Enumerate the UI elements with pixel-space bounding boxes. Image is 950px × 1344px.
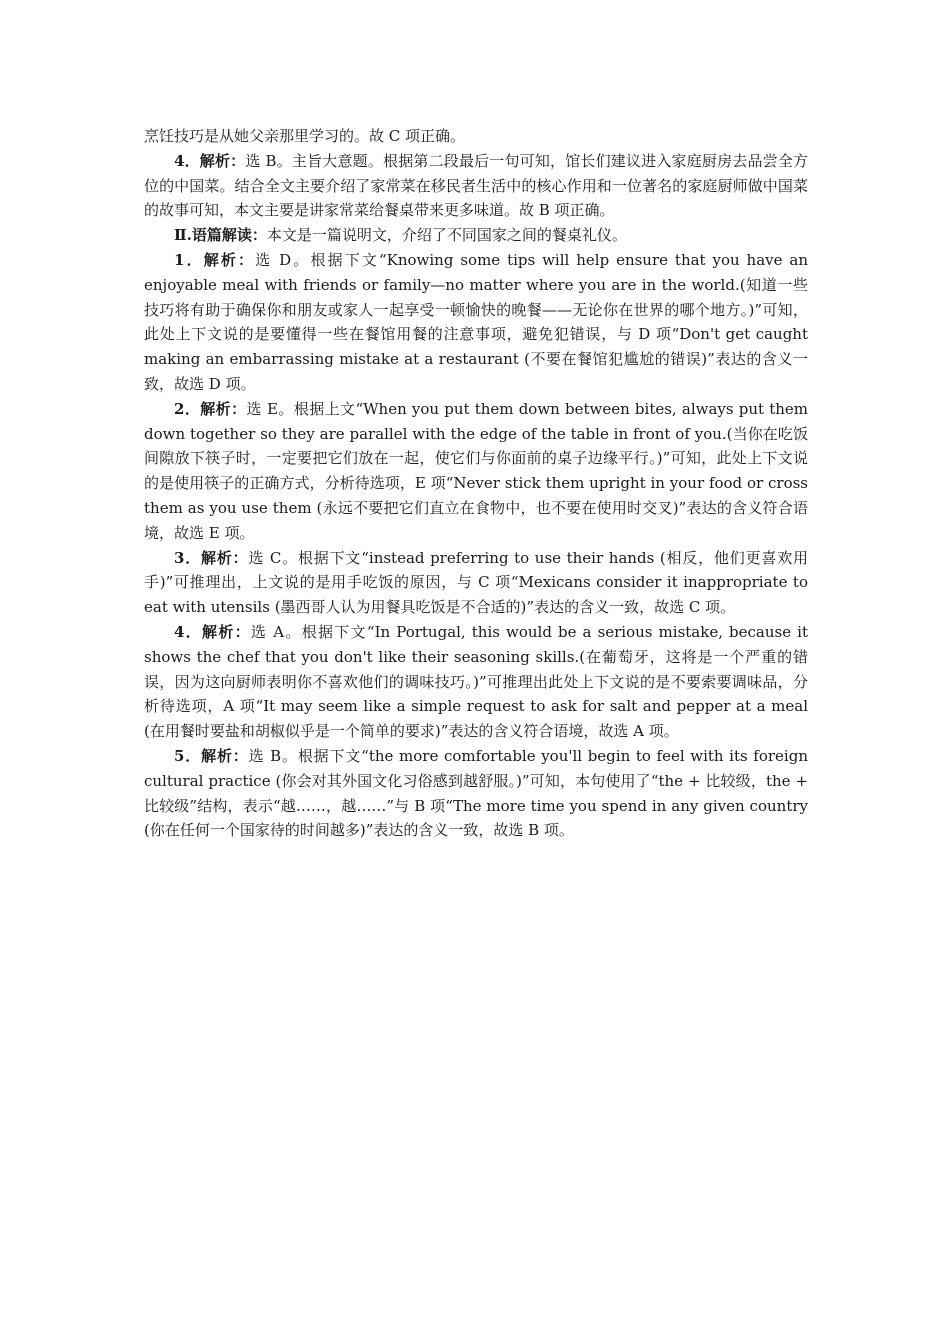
paragraph-label: 1．解析： [174, 250, 256, 269]
paragraph-text: 选 B。主旨大意题。根据第二段最后一句可知，馆长们建议进入家庭厨房去品尝全方位的中国菜。结合全文主要介绍了家常菜在移民者生活中的核心作用和一位著名的家庭厨师做中国菜的故事可知，本文主要是讲家常菜给餐桌带来更多味道。故 B 项正确。 [144, 151, 809, 220]
paragraph-text: 选 B。根据下文“the more comfortable you'll begin to feel with its foreign cultural practice (你会对其外国文化习俗感到越舒服。)”可知，本句使用了“the + 比较级，the + 比较级”结构，表示“越……，越……”与 B 项“The more time you spend in any given country (你在任何一个国家待的时间越多)”表达的含义一致，故选 B 项。 [144, 746, 808, 840]
paragraph-q4 [144, 620, 808, 744]
paragraph-q4-part1 [144, 149, 808, 223]
paragraph-q2 [144, 397, 808, 546]
paragraph-label: 3．解析： [174, 548, 249, 567]
paragraph-text: 选 A。根据下文“In Portugal, this would be a serious mistake, because it shows the chef that you don't like their seasoning skills.(在葡萄牙，这将是一个严重的错误，因为这向厨师表明你不喜欢他们的调味技巧。)”可推理出此处上下文说的是不要索要调味品，分析待选项，A 项“It may seem like a simple request to ask for salt and pepper at a meal (在用餐时要盐和胡椒似乎是一个简单的要求)”表达的含义符合语境，故选 A 项。 [144, 622, 808, 741]
answer-explanations [144, 124, 808, 843]
paragraph-label: 2．解析： [174, 399, 247, 418]
paragraph-label: 5．解析： [174, 746, 249, 765]
paragraph-text: 选 E。根据上文“When you put them down between bites, always put them down together so they are parallel with the edge of the table in front of you.(当你在吃饭间隙放下筷子时，一定要把它们放在一起，使它们与你面前的桌子边缘平行。)”可知，此处上下文说的是使用筷子的正确方式，分析待选项，E 项“Never stick them upright in your food or cross them as you use them (永远不要把它们直立在食物中，也不要在使用时交叉)”表达的含义符合语境，故选 E 项。 [144, 399, 809, 542]
paragraph-text: 烹饪技巧是从她父亲那里学习的。故 C 项正确。 [144, 127, 466, 145]
paragraph-label: Ⅱ.语篇解读： [174, 226, 267, 245]
paragraph-label: 4．解析： [174, 622, 251, 641]
paragraph-q3 [144, 546, 808, 620]
paragraph-q1 [144, 248, 808, 397]
paragraph-text: 选 C。根据下文“instead preferring to use their hands (相反，他们更喜欢用手)”可推理出，上文说的是用手吃饭的原因，与 C 项“Mexicans consider it inappropriate to eat with utensils (墨西哥人认为用餐具吃饭是不合适的)”表达的含义一致，故选 C 项。 [144, 548, 809, 617]
paragraph-text: 本文是一篇说明文，介绍了不同国家之间的餐桌礼仪。 [266, 226, 627, 245]
paragraph-continued [144, 124, 808, 149]
paragraph-text: 选 D。根据下文“Knowing some tips will help ensure that you have an enjoyable meal with friends or family—no matter where you are in the world.(知道一些技巧将有助于确保你和朋友或家人一起享受一顿愉快的晚餐——无论你在世界的哪个地方。)”可知，此处上下文说的是要懂得一些在餐馆用餐的注意事项，避免犯错误，与 D 项“Don't get caught making an embarrassing mistake at a restaurant (不要在餐馆犯尴尬的错误)”表达的含义一致，故选 D 项。 [144, 250, 809, 393]
paragraph-section-2-intro [144, 223, 808, 248]
paragraph-label: 4．解析： [174, 151, 246, 170]
paragraph-q5 [144, 744, 808, 843]
